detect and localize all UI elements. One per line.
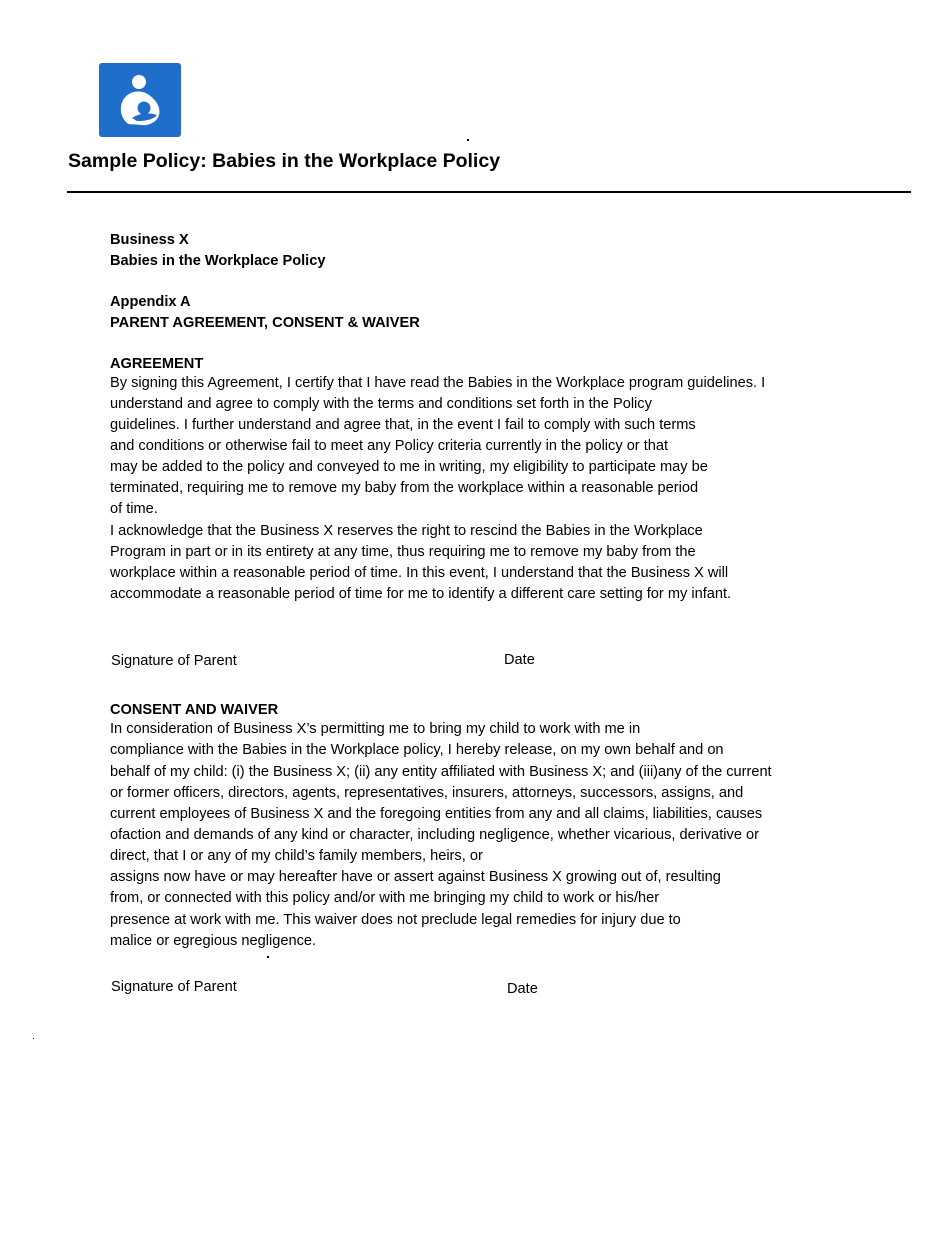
appendix-label: Appendix A — [110, 294, 191, 310]
consent-line: malice or egregious negligence. — [110, 933, 317, 949]
consent-line: In consideration of Business X’s permitting me to bring my child to work with me in — [110, 721, 641, 737]
consent-line: current employees of Business X and the foregoing entities from any and all claims, liabilities, causes — [110, 806, 763, 822]
consent-line: ofaction and demands of any kind or character, including negligence, whether vicarious, derivative or — [110, 827, 759, 843]
consent-line: compliance with the Babies in the Workplace policy, I hereby release, on my own behalf and on — [110, 742, 724, 758]
agreement-line: Program in part or in its entirety at any time, thus requiring me to remove my baby from the — [110, 544, 696, 560]
agreement-line: terminated, requiring me to remove my baby from the workplace within a reasonable period — [110, 480, 699, 496]
agreement-line: By signing this Agreement, I certify that I have read the Babies in the Workplace program guidelines. I — [110, 375, 766, 391]
page-title: Sample Policy: Babies in the Workplace Policy — [68, 150, 501, 172]
stray-dot — [467, 139, 469, 141]
agreement-line: and conditions or otherwise fail to meet any Policy criteria currently in the policy or that — [110, 438, 669, 454]
agreement-line: of time. — [110, 501, 158, 517]
logo — [99, 63, 181, 137]
agreement-line: I acknowledge that the Business X reserves the right to rescind the Babies in the Workplace — [110, 523, 703, 539]
agreement-line: understand and agree to comply with the terms and conditions set forth in the Policy — [110, 396, 652, 412]
consent-line: presence at work with me. This waiver does not preclude legal remedies for injury due to — [110, 912, 681, 928]
consent-date-label: Date — [507, 981, 538, 997]
consent-signature-label: Signature of Parent — [111, 979, 237, 995]
stray-dot — [267, 956, 269, 958]
consent-line: behalf of my child: (i) the Business X; (ii) any entity affiliated with Business X; and (iii)any of the current — [110, 764, 772, 780]
consent-line: direct, that I or any of my child’s family members, heirs, or — [110, 848, 483, 864]
agreement-date-label: Date — [504, 652, 535, 668]
consent-heading: CONSENT AND WAIVER — [110, 702, 279, 718]
agreement-heading: AGREEMENT — [110, 356, 204, 372]
stray-dot — [33, 1038, 34, 1039]
company-name: Business X — [110, 232, 189, 248]
breastfeeding-mother-icon — [99, 63, 181, 137]
agreement-line: may be added to the policy and conveyed to me in writing, my eligibility to participate may be — [110, 459, 708, 475]
agreement-signature-label: Signature of Parent — [111, 653, 237, 669]
consent-line: assigns now have or may hereafter have or assert against Business X growing out of, resulting — [110, 869, 721, 885]
header-divider — [67, 191, 911, 193]
agreement-line: guidelines. I further understand and agree that, in the event I fail to comply with such terms — [110, 417, 696, 433]
agreement-line: accommodate a reasonable period of time for me to identify a different care setting for my infant. — [110, 586, 732, 602]
agreement-line: workplace within a reasonable period of time. In this event, I understand that the Business X will — [110, 565, 729, 581]
consent-line: from, or connected with this policy and/or with me bringing my child to work or his/her — [110, 890, 660, 906]
consent-line: or former officers, directors, agents, representatives, insurers, attorneys, successors, assigns, and — [110, 785, 744, 801]
policy-name: Babies in the Workplace Policy — [110, 253, 326, 269]
appendix-title: PARENT AGREEMENT, CONSENT & WAIVER — [110, 315, 420, 331]
